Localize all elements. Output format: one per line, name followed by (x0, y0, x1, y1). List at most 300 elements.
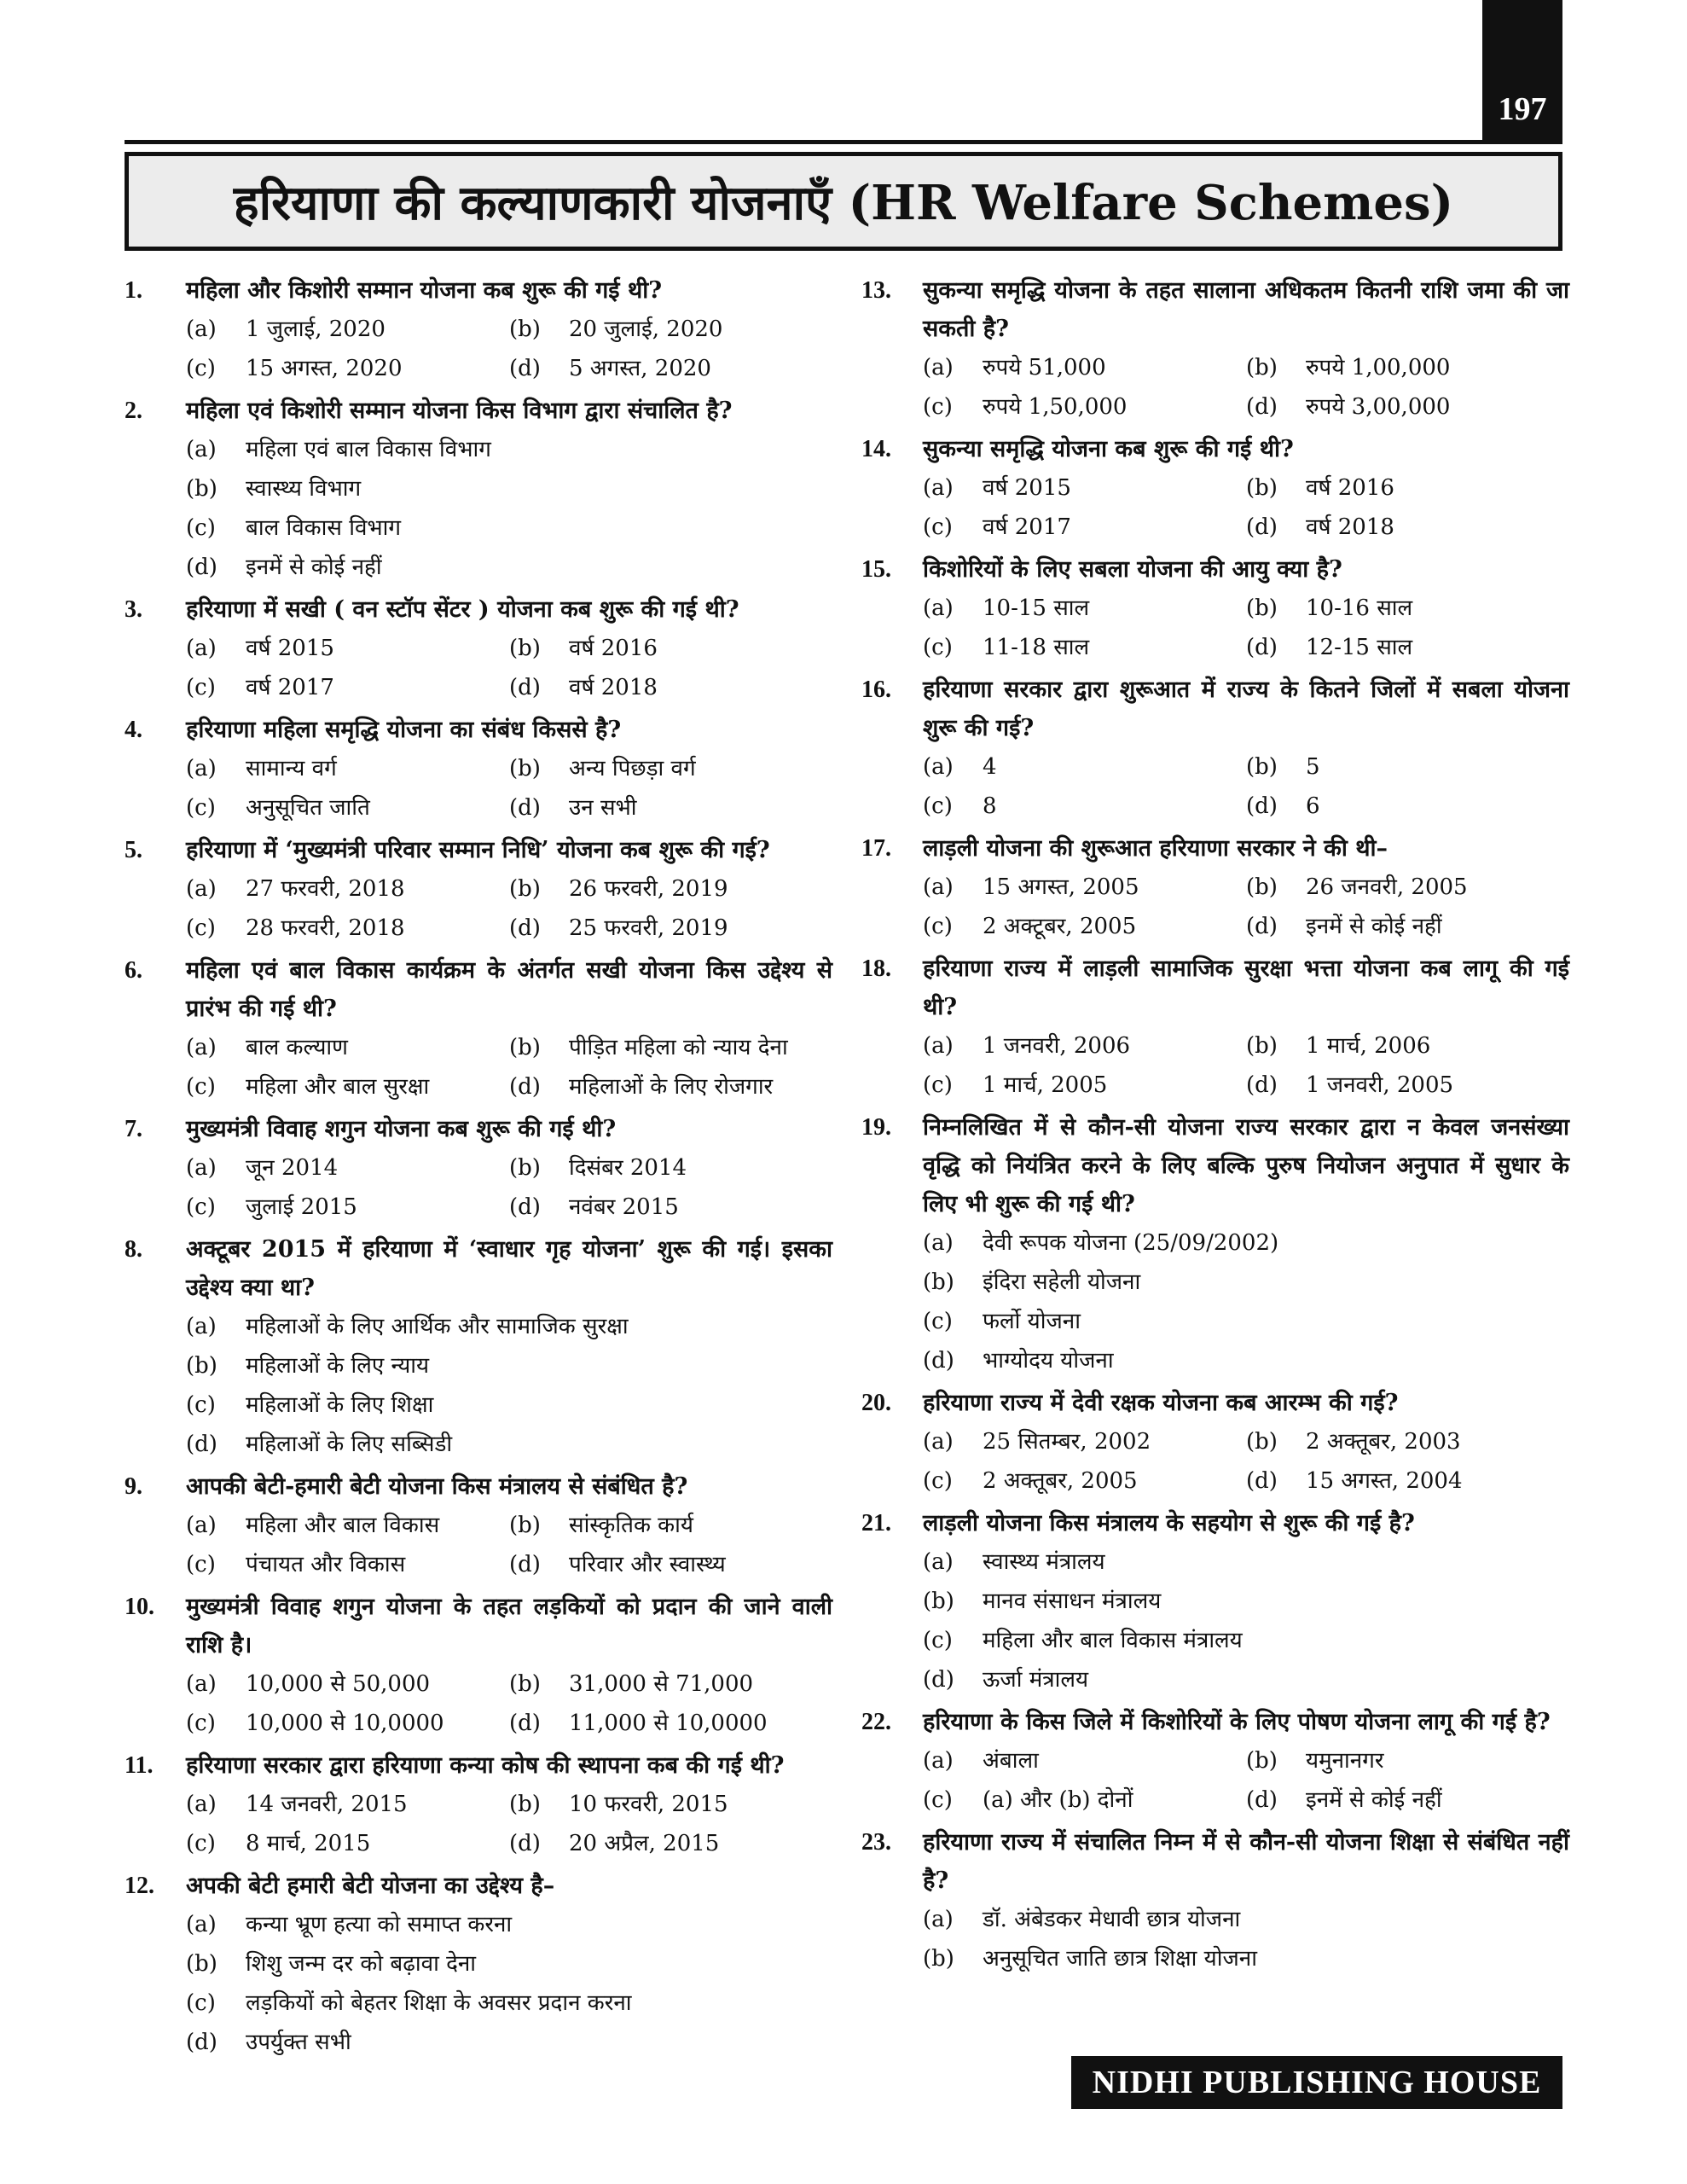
options-row (186, 310, 832, 349)
question-block (861, 1108, 1569, 1380)
option (186, 430, 491, 469)
option-text: यमुनानगर (1306, 1748, 1384, 1774)
option-text: 14 जनवरी, 2015 (246, 1792, 408, 1817)
option-label: (a) (186, 876, 217, 902)
option-text: 10,000 से 50,000 (246, 1671, 431, 1697)
option-label: (b) (509, 636, 541, 661)
option-label: (b) (509, 1671, 541, 1697)
question-number: 14. (861, 436, 891, 462)
option (1246, 348, 1569, 387)
option-label: (d) (1246, 514, 1278, 540)
option (186, 548, 382, 587)
question-row (861, 271, 1569, 348)
option (186, 310, 509, 349)
left-column (125, 271, 832, 2065)
options-row (186, 1346, 832, 1385)
option-text: महिला और बाल सुरक्षा (246, 1074, 430, 1100)
options-row (923, 468, 1569, 508)
question-block (125, 951, 832, 1107)
option (923, 1066, 1246, 1105)
option (1246, 1026, 1569, 1066)
question-row (125, 1867, 832, 1905)
options-row (186, 1148, 832, 1188)
option-text: 6 (1306, 793, 1320, 819)
options-row (186, 909, 832, 948)
option-text: 8 (983, 793, 997, 819)
question-text: निम्नलिखित में से कौन-सी योजना राज्य सरकार द्वारा न केवल जनसंख्या वृद्धि को नियंत्रित करने के लिए बल्कि पुरुष नियोजन अनुपात में सुधार के लिए भी शुरू की गई थी? (923, 1114, 1569, 1217)
option (186, 788, 509, 828)
options-row (186, 629, 832, 668)
question-text: किशोरियों के लिए सबला योजना की आयु क्या है? (923, 556, 1342, 583)
option-text: महिला एवं बाल विकास विभाग (246, 437, 491, 462)
option-text: 26 जनवरी, 2005 (1306, 874, 1468, 900)
options-row (186, 788, 832, 828)
question-block (125, 1746, 832, 1863)
question-block (861, 271, 1569, 427)
options-row (923, 868, 1569, 907)
options-row (923, 1542, 1569, 1582)
question-block (125, 590, 832, 707)
question-text: हरियाणा राज्य में संचालित निम्न में से कौन-सी योजना शिक्षा से संबंधित नहीं है? (923, 1829, 1569, 1894)
option-label: (b) (186, 1353, 217, 1379)
options-list (861, 589, 1569, 667)
option-label: (b) (923, 1589, 954, 1614)
question-text: हरियाणा सरकार द्वारा हरियाणा कन्या कोष की स्थापना कब की गई थी? (186, 1752, 785, 1779)
options-row (186, 1067, 832, 1107)
option-text: 1 जुलाई, 2020 (246, 317, 386, 342)
option (186, 1984, 632, 2023)
question-row (125, 1746, 832, 1785)
option-label: (d) (509, 1711, 541, 1736)
option (509, 1704, 832, 1743)
option (509, 1067, 832, 1107)
question-block (125, 831, 832, 948)
options-list (125, 869, 832, 948)
option-label: (b) (509, 317, 541, 342)
options-list (125, 749, 832, 828)
option (923, 1302, 1081, 1341)
option-label: (c) (186, 915, 216, 941)
option-label: (d) (509, 356, 541, 381)
option (186, 1385, 433, 1425)
option (923, 589, 1246, 628)
option-text: स्वास्थ्य मंत्रालय (983, 1549, 1105, 1575)
question-block (861, 1504, 1569, 1699)
option-text: इंदिरा सहेली योजना (983, 1269, 1141, 1295)
options-list (861, 1542, 1569, 1699)
option (186, 508, 401, 548)
option-label: (d) (186, 2030, 217, 2055)
question-block (861, 671, 1569, 826)
question-number: 5. (125, 837, 142, 863)
option-text: 26 फरवरी, 2019 (569, 876, 728, 902)
options-list (125, 1028, 832, 1107)
option (923, 787, 1246, 826)
option-text: 12-15 साल (1306, 635, 1413, 660)
option-label: (d) (1246, 914, 1278, 939)
option (186, 629, 509, 668)
option (186, 1148, 509, 1188)
option-text: 10,000 से 10,0000 (246, 1711, 444, 1736)
option-label: (d) (509, 915, 541, 941)
option-text: लड़कियों को बेहतर शिक्षा के अवसर प्रदान करना (246, 1990, 632, 2016)
option-text: मानव संसाधन मंत्रालय (983, 1589, 1162, 1614)
question-text: हरियाणा सरकार द्वारा शुरूआत में राज्य के कितने जिलों में सबला योजना शुरू की गई? (923, 677, 1569, 741)
option (923, 348, 1246, 387)
option-text: 2 अक्टूबर, 2005 (983, 914, 1137, 939)
options-row (186, 1664, 832, 1704)
option (186, 869, 509, 909)
question-row (861, 550, 1569, 589)
question-block (125, 1867, 832, 2062)
option-label: (d) (1246, 394, 1278, 420)
options-row (923, 787, 1569, 826)
option-label: (c) (923, 635, 953, 660)
options-row (923, 1223, 1569, 1263)
option-label: (d) (509, 1831, 541, 1856)
option (509, 1545, 832, 1584)
option-label: (b) (923, 1946, 954, 1972)
option-text: नवंबर 2015 (569, 1194, 679, 1220)
options-row (186, 869, 832, 909)
option (186, 1944, 476, 1984)
header-rule (125, 140, 1562, 144)
option (923, 468, 1246, 508)
option (186, 469, 361, 508)
option-label: (c) (923, 514, 953, 540)
question-text: महिला एवं किशोरी सम्मान योजना किस विभाग द्वारा संचालित है? (186, 398, 733, 424)
option-text: रुपये 1,50,000 (983, 394, 1128, 420)
option-label: (a) (923, 475, 954, 501)
question-number: 19. (861, 1114, 891, 1141)
option (186, 1425, 452, 1464)
option (923, 907, 1246, 946)
option (509, 909, 832, 948)
option-label: (a) (923, 1429, 954, 1455)
option-text: वर्ष 2018 (1306, 514, 1394, 540)
option-label: (d) (1246, 1468, 1278, 1494)
option-label: (c) (186, 675, 216, 700)
option-label: (d) (1246, 793, 1278, 819)
option-text: 11,000 से 10,0000 (569, 1711, 768, 1736)
option-text: 1 मार्च, 2006 (1306, 1033, 1431, 1059)
options-row (186, 508, 832, 548)
question-block (861, 550, 1569, 667)
question-number: 7. (125, 1116, 142, 1142)
option (923, 1900, 1240, 1939)
option (186, 349, 509, 388)
options-list (861, 1741, 1569, 1820)
option-label: (c) (186, 1831, 216, 1856)
option (923, 1660, 1088, 1699)
question-number: 15. (861, 556, 891, 583)
question-block (125, 711, 832, 828)
options-row (186, 1188, 832, 1227)
options-row (923, 1741, 1569, 1780)
options-list (125, 1148, 832, 1227)
option (923, 747, 1246, 787)
option-label: (d) (1246, 1787, 1278, 1813)
option-label: (d) (509, 795, 541, 821)
option (509, 349, 832, 388)
question-block (125, 1588, 832, 1743)
option-label: (b) (186, 476, 217, 502)
question-number: 17. (861, 835, 891, 862)
option (923, 1621, 1243, 1660)
option (923, 508, 1246, 547)
option (509, 749, 832, 788)
option-text: महिलाओं के लिए आर्थिक और सामाजिक सुरक्षा (246, 1314, 629, 1339)
option-text: 10-16 साल (1306, 595, 1413, 621)
options-row (923, 1900, 1569, 1939)
option-text: महिलाओं के लिए शिक्षा (246, 1392, 434, 1418)
option (509, 1664, 832, 1704)
option-text: अनुसूचित जाति (246, 795, 370, 821)
option-text: 5 अगस्त, 2020 (569, 356, 711, 381)
question-block (125, 1110, 832, 1227)
option (923, 1741, 1246, 1780)
option-text: जून 2014 (246, 1155, 339, 1181)
option (186, 1188, 509, 1227)
option (186, 1905, 512, 1944)
option-label: (b) (1246, 754, 1278, 780)
question-number: 3. (125, 596, 142, 623)
option-label: (d) (509, 1074, 541, 1100)
option (509, 1188, 832, 1227)
option-text: 28 फरवरी, 2018 (246, 915, 405, 941)
option-text: वर्ष 2015 (983, 475, 1071, 501)
option (186, 1824, 509, 1863)
option-text: 10 फरवरी, 2015 (569, 1792, 728, 1817)
option-text: अनुसूचित जाति छात्र शिक्षा योजना (983, 1946, 1257, 1972)
question-block (861, 950, 1569, 1105)
options-row (923, 1026, 1569, 1066)
option-label: (c) (186, 1194, 216, 1220)
option (186, 2023, 351, 2062)
option (186, 1545, 509, 1584)
option-label: (b) (509, 876, 541, 902)
options-list (125, 430, 832, 587)
option (923, 1939, 1257, 1978)
option-label: (c) (186, 795, 216, 821)
options-row (923, 628, 1569, 667)
question-row (861, 1823, 1569, 1900)
options-list (861, 1026, 1569, 1105)
options-row (923, 1939, 1569, 1978)
option-text: इनमें से कोई नहीं (1306, 1787, 1442, 1813)
option-label: (a) (186, 1155, 217, 1181)
option-label: (d) (509, 1552, 541, 1577)
question-text: अपकी बेटी हमारी बेटी योजना का उद्देश्य है– (186, 1873, 555, 1899)
option-text: फर्लो योजना (983, 1309, 1081, 1334)
option (923, 1223, 1278, 1263)
option-text: उपर्युक्त सभी (246, 2030, 351, 2055)
option-label: (b) (1246, 1033, 1278, 1059)
option (1246, 1422, 1569, 1461)
option (923, 1026, 1246, 1066)
option-text: 5 (1306, 754, 1320, 780)
option-text: पीड़ित महिला को न्याय देना (569, 1035, 788, 1060)
question-block (861, 1823, 1569, 1978)
option-text: वर्ष 2016 (569, 636, 658, 661)
option (1246, 1066, 1569, 1105)
question-row (861, 430, 1569, 468)
question-number: 8. (125, 1236, 142, 1263)
option (186, 668, 509, 707)
option-text: 1 जनवरी, 2005 (1306, 1072, 1454, 1098)
option-text: वर्ष 2017 (983, 514, 1071, 540)
option-label: (d) (509, 675, 541, 700)
options-row (186, 1028, 832, 1067)
option (186, 1664, 509, 1704)
option-label: (a) (923, 595, 954, 621)
option-text: शिशु जन्म दर को बढ़ावा देना (246, 1951, 477, 1977)
option (509, 1824, 832, 1863)
question-number: 2. (125, 398, 142, 424)
option-text: महिलाओं के लिए सब्सिडी (246, 1432, 453, 1457)
option-label: (c) (923, 914, 953, 939)
option-label: (c) (186, 1392, 216, 1418)
options-row (923, 1780, 1569, 1820)
options-row (186, 668, 832, 707)
question-block (125, 1230, 832, 1464)
option (1246, 747, 1569, 787)
option-label: (c) (923, 1787, 953, 1813)
question-block (861, 430, 1569, 547)
option-label: (b) (509, 1513, 541, 1538)
option-label: (b) (923, 1269, 954, 1295)
options-row (186, 1425, 832, 1464)
option-label: (a) (923, 355, 954, 380)
option-label: (d) (923, 1348, 954, 1374)
option (923, 628, 1246, 667)
option-text: 2 अक्तूबर, 2003 (1306, 1429, 1461, 1455)
option-label: (a) (186, 1671, 217, 1697)
option (186, 1506, 509, 1545)
options-row (186, 1785, 832, 1824)
options-row (186, 1545, 832, 1584)
option (1246, 1780, 1569, 1820)
question-number: 16. (861, 677, 891, 703)
options-row (186, 1704, 832, 1743)
option-text: बाल विकास विभाग (246, 515, 402, 541)
option (1246, 387, 1569, 427)
question-row (861, 1504, 1569, 1542)
question-number: 6. (125, 957, 142, 984)
option-label: (c) (923, 1072, 953, 1098)
question-block (125, 392, 832, 587)
option-text: (a) और (b) दोनों (983, 1787, 1133, 1813)
options-row (186, 1824, 832, 1863)
option-text: 15 अगस्त, 2005 (983, 874, 1139, 900)
question-text: लाड़ली योजना किस मंत्रालय के सहयोग से शुरू की गई है? (923, 1510, 1415, 1536)
option-label: (b) (1246, 355, 1278, 380)
option-label: (d) (186, 1432, 217, 1457)
option (509, 629, 832, 668)
question-row (861, 829, 1569, 868)
question-number: 13. (861, 277, 891, 304)
option (1246, 628, 1569, 667)
option (186, 749, 509, 788)
option-label: (a) (923, 754, 954, 780)
option-text: अन्य पिछड़ा वर्ग (569, 756, 696, 781)
question-number: 12. (125, 1873, 154, 1899)
option-text: सांस्कृतिक कार्य (569, 1513, 693, 1538)
option-label: (b) (1246, 595, 1278, 621)
question-row (125, 1230, 832, 1307)
option-text: महिलाओं के लिए न्याय (246, 1353, 430, 1379)
option-label: (a) (923, 1033, 954, 1059)
question-number: 21. (861, 1510, 891, 1536)
options-row (923, 387, 1569, 427)
option-text: वर्ष 2018 (569, 675, 658, 700)
option-label: (a) (186, 1035, 217, 1060)
option-text: बाल कल्याण (246, 1035, 348, 1060)
question-row (861, 950, 1569, 1026)
option-label: (b) (509, 756, 541, 781)
question-row (125, 951, 832, 1028)
question-text: हरियाणा में सखी ( वन स्टॉप सेंटर ) योजना कब शुरू की गई थी? (186, 596, 739, 623)
option (1246, 508, 1569, 547)
option-label: (a) (923, 1907, 954, 1932)
question-text: लाड़ली योजना की शुरूआत हरियाणा सरकार ने की थी– (923, 835, 1388, 862)
option-text: महिला और बाल विकास मंत्रालय (983, 1628, 1243, 1653)
option (1246, 868, 1569, 907)
question-text: सुकन्या समृद्धि योजना कब शुरू की गई थी? (923, 436, 1294, 462)
option (509, 310, 832, 349)
option-label: (c) (923, 394, 953, 420)
option-text: 1 जनवरी, 2006 (983, 1033, 1131, 1059)
question-text: सुकन्या समृद्धि योजना के तहत सालाना अधिकतम कितनी राशि जमा की जा सकती है? (923, 277, 1569, 342)
options-row (186, 430, 832, 469)
options-row (923, 1263, 1569, 1302)
option-text: 15 अगस्त, 2004 (1306, 1468, 1463, 1494)
option (509, 1785, 832, 1824)
option (186, 909, 509, 948)
option (1246, 468, 1569, 508)
option (186, 1028, 509, 1067)
option-text: 25 फरवरी, 2019 (569, 915, 728, 941)
question-text: हरियाणा महिला समृद्धि योजना का संबंध किससे है? (186, 717, 622, 743)
question-row (125, 590, 832, 629)
options-row (923, 1461, 1569, 1501)
question-text: हरियाणा के किस जिले में किशोरियों के लिए पोषण योजना लागू की गई है? (923, 1709, 1551, 1735)
option-label: (a) (186, 636, 217, 661)
question-number: 20. (861, 1390, 891, 1416)
option-label: (a) (186, 756, 217, 781)
option-label: (d) (923, 1667, 954, 1693)
option-text: इनमें से कोई नहीं (246, 555, 382, 580)
options-row (923, 1302, 1569, 1341)
question-row (125, 392, 832, 430)
question-block (861, 829, 1569, 946)
option (186, 1307, 629, 1346)
question-text: अक्टूबर 2015 में हरियाणा में ‘स्वाधार गृह योजना’ शुरू की गई। इसका उद्देश्य क्या था? (186, 1236, 832, 1301)
option-text: महिलाओं के लिए रोजगार (569, 1074, 774, 1100)
question-text: महिला एवं बाल विकास कार्यक्रम के अंतर्गत सखी योजना किस उद्देश्य से प्रारंभ की गई थी? (186, 957, 832, 1022)
question-row (125, 271, 832, 310)
option-text: अंबाला (983, 1748, 1039, 1774)
option (1246, 907, 1569, 946)
option-text: 4 (983, 754, 997, 780)
option-text: 10-15 साल (983, 595, 1090, 621)
option (1246, 787, 1569, 826)
options-row (923, 1422, 1569, 1461)
option-label: (a) (186, 1912, 217, 1937)
option (186, 1785, 509, 1824)
options-list (861, 348, 1569, 427)
option (923, 1422, 1246, 1461)
